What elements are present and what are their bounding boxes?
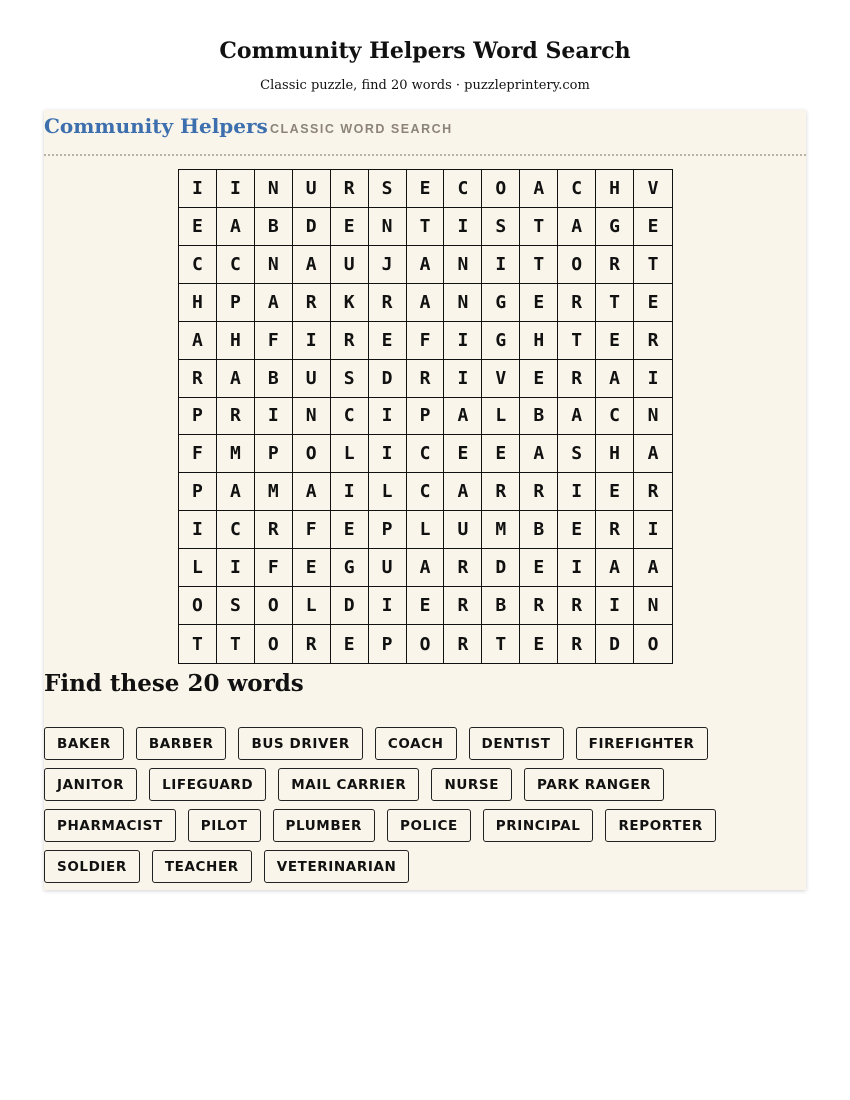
grid-cell[interactable]: O [255,587,293,625]
grid-cell[interactable]: J [369,246,407,284]
grid-cell[interactable]: P [179,398,217,436]
grid-cell[interactable]: U [444,511,482,549]
grid-cell[interactable]: A [179,322,217,360]
grid-cell[interactable]: K [331,284,369,322]
grid-cell[interactable]: B [520,511,558,549]
grid-cell[interactable]: S [369,170,407,208]
grid-cell[interactable]: P [369,625,407,663]
grid-cell[interactable]: A [596,549,634,587]
grid-cell[interactable]: A [520,435,558,473]
grid-cell[interactable]: T [179,625,217,663]
grid-cell[interactable]: O [482,170,520,208]
grid-cell[interactable]: F [255,549,293,587]
grid-cell[interactable]: A [558,398,596,436]
grid-cell[interactable]: A [217,208,255,246]
grid-cell[interactable]: P [407,398,445,436]
grid-cell[interactable]: G [482,322,520,360]
grid-cell[interactable]: R [331,322,369,360]
grid-cell[interactable]: I [369,398,407,436]
word-chip[interactable]: POLICE [387,809,471,842]
grid-cell[interactable]: C [217,511,255,549]
grid-cell[interactable]: N [369,208,407,246]
grid-cell[interactable]: E [331,208,369,246]
grid-cell[interactable]: L [293,587,331,625]
grid-cell[interactable]: I [217,170,255,208]
grid-cell[interactable]: R [293,284,331,322]
grid-cell[interactable]: A [558,208,596,246]
grid-cell[interactable]: E [634,208,672,246]
word-chip[interactable]: NURSE [431,768,512,801]
grid-cell[interactable]: I [634,360,672,398]
grid-cell[interactable]: D [369,360,407,398]
grid-cell[interactable]: E [520,360,558,398]
grid-cell[interactable]: A [596,360,634,398]
grid-cell[interactable]: H [179,284,217,322]
grid-cell[interactable]: O [407,625,445,663]
word-chip[interactable]: LIFEGUARD [149,768,266,801]
grid-cell[interactable]: M [255,473,293,511]
grid-cell[interactable]: E [520,625,558,663]
grid-cell[interactable]: T [217,625,255,663]
grid-cell[interactable]: O [293,435,331,473]
grid-cell[interactable]: A [407,246,445,284]
grid-cell[interactable]: C [217,246,255,284]
word-chip[interactable]: REPORTER [605,809,715,842]
grid-cell[interactable]: A [634,435,672,473]
grid-cell[interactable]: S [482,208,520,246]
grid-cell[interactable]: A [407,284,445,322]
grid-cell[interactable]: S [217,587,255,625]
word-bank-title: Find these 20 words [44,670,304,697]
word-bank [44,727,806,883]
grid-cell[interactable]: C [179,246,217,284]
grid-cell[interactable]: R [293,625,331,663]
grid-cell[interactable]: A [407,549,445,587]
grid-cell[interactable]: R [558,360,596,398]
grid-cell[interactable]: E [596,473,634,511]
grid-cell[interactable]: E [444,435,482,473]
grid-cell[interactable]: C [558,170,596,208]
grid-cell[interactable]: S [331,360,369,398]
grid-cell[interactable]: E [331,625,369,663]
grid-cell[interactable]: I [293,322,331,360]
grid-cell[interactable]: D [331,587,369,625]
grid-cell[interactable]: E [520,549,558,587]
word-chip[interactable]: BAKER [44,727,124,760]
grid-cell[interactable]: H [596,435,634,473]
grid-cell[interactable]: R [444,625,482,663]
word-chip[interactable]: PLUMBER [273,809,376,842]
grid-cell[interactable]: C [331,398,369,436]
grid-cell[interactable]: N [444,246,482,284]
grid-cell[interactable]: C [596,398,634,436]
grid-cell[interactable]: E [520,284,558,322]
grid-cell[interactable]: A [217,473,255,511]
grid-cell[interactable]: T [558,322,596,360]
grid-cell[interactable]: P [179,473,217,511]
grid-cell[interactable]: E [293,549,331,587]
grid-cell[interactable]: B [482,587,520,625]
grid-cell[interactable]: I [179,511,217,549]
grid-cell[interactable]: A [444,398,482,436]
grid-cell[interactable]: N [444,284,482,322]
card-header [44,110,806,156]
grid-cell[interactable]: B [255,360,293,398]
grid-cell[interactable]: D [596,625,634,663]
grid-cell[interactable]: M [217,435,255,473]
grid-cell[interactable]: R [558,284,596,322]
letter-grid [178,169,673,664]
grid-cell[interactable]: R [331,170,369,208]
grid-cell[interactable]: C [407,473,445,511]
grid-cell[interactable]: I [217,549,255,587]
grid-cell[interactable]: R [407,360,445,398]
grid-cell[interactable]: E [331,511,369,549]
grid-cell[interactable]: N [255,246,293,284]
word-chip[interactable]: COACH [375,727,457,760]
puzzle-card [44,110,806,890]
grid-cell[interactable]: T [520,208,558,246]
word-chip[interactable]: SOLDIER [44,850,140,883]
grid-cell[interactable]: I [179,170,217,208]
grid-cell[interactable]: A [520,170,558,208]
grid-cell[interactable]: R [444,587,482,625]
grid-cell[interactable]: I [482,246,520,284]
grid-cell[interactable]: U [293,360,331,398]
word-chip[interactable]: PRINCIPAL [483,809,594,842]
grid-cell[interactable]: L [369,473,407,511]
grid-cell[interactable]: C [444,170,482,208]
grid-cell[interactable]: E [482,435,520,473]
grid-cell[interactable]: F [293,511,331,549]
page-title: Community Helpers Word Search [219,38,631,64]
grid-cell[interactable]: F [255,322,293,360]
word-chip[interactable]: PILOT [188,809,261,842]
word-chip[interactable]: FIREFIGHTER [576,727,708,760]
grid-cell[interactable]: F [179,435,217,473]
grid-cell[interactable]: R [558,587,596,625]
grid-cell[interactable]: R [217,398,255,436]
puzzle-brand-title: Community Helpers [44,114,268,138]
grid-cell[interactable]: P [255,435,293,473]
grid-cell[interactable]: T [634,246,672,284]
grid-cell[interactable]: N [634,587,672,625]
grid-cell[interactable]: G [482,284,520,322]
grid-cell[interactable]: T [407,208,445,246]
grid-cell[interactable]: E [369,322,407,360]
grid-cell[interactable]: H [520,322,558,360]
grid-cell[interactable]: M [482,511,520,549]
grid-cell[interactable]: R [369,284,407,322]
grid-cell[interactable]: I [255,398,293,436]
grid-cell[interactable]: N [293,398,331,436]
grid-cell[interactable]: I [331,473,369,511]
grid-cell[interactable]: R [482,473,520,511]
grid-cell[interactable]: O [558,246,596,284]
grid-cell[interactable]: I [369,435,407,473]
grid-cell[interactable]: S [558,435,596,473]
grid-cell[interactable]: T [520,246,558,284]
grid-cell[interactable]: I [444,322,482,360]
word-chip[interactable]: DENTIST [469,727,564,760]
grid-cell[interactable]: I [634,511,672,549]
grid-cell[interactable]: E [407,587,445,625]
grid-cell[interactable]: R [634,473,672,511]
grid-cell[interactable]: V [482,360,520,398]
grid-cell[interactable]: R [596,511,634,549]
grid-cell[interactable]: I [558,549,596,587]
grid-cell[interactable]: E [558,511,596,549]
grid-cell[interactable]: L [331,435,369,473]
grid-cell[interactable]: E [596,322,634,360]
grid-cell[interactable]: R [634,322,672,360]
grid-cell[interactable]: H [217,322,255,360]
grid-cell[interactable]: H [596,170,634,208]
grid-cell[interactable]: O [179,587,217,625]
grid-cell[interactable]: L [407,511,445,549]
grid-cell[interactable]: T [596,284,634,322]
grid-cell[interactable]: R [520,587,558,625]
grid-cell[interactable]: I [558,473,596,511]
grid-cell[interactable]: I [369,587,407,625]
word-chip[interactable]: JANITOR [44,768,137,801]
grid-cell[interactable]: R [444,549,482,587]
grid-cell[interactable]: B [520,398,558,436]
grid-cell[interactable]: R [520,473,558,511]
word-chip[interactable]: TEACHER [152,850,252,883]
grid-cell[interactable]: P [217,284,255,322]
grid-cell[interactable]: V [634,170,672,208]
grid-cell[interactable]: R [179,360,217,398]
grid-cell[interactable]: A [444,473,482,511]
grid-cell[interactable]: L [482,398,520,436]
grid-cell[interactable]: R [596,246,634,284]
grid-cell[interactable]: R [255,511,293,549]
word-chip[interactable]: VETERINARIAN [264,850,410,883]
puzzle-type-label: CLASSIC WORD SEARCH [270,122,453,136]
grid-cell[interactable]: N [255,170,293,208]
grid-cell[interactable]: D [293,208,331,246]
grid-cell[interactable]: B [255,208,293,246]
word-chip[interactable]: BARBER [136,727,227,760]
grid-cell[interactable]: G [596,208,634,246]
grid-cell[interactable]: E [179,208,217,246]
grid-cell[interactable]: I [596,587,634,625]
grid-cell[interactable]: A [217,360,255,398]
grid-cell[interactable]: N [634,398,672,436]
grid-cell[interactable]: T [482,625,520,663]
grid-cell[interactable]: I [444,208,482,246]
grid-cell[interactable]: G [331,549,369,587]
grid-cell[interactable]: L [179,549,217,587]
word-chip[interactable]: BUS DRIVER [238,727,362,760]
grid-cell[interactable]: U [331,246,369,284]
word-chip[interactable]: MAIL CARRIER [278,768,419,801]
grid-cell[interactable]: D [482,549,520,587]
page-subtitle: Classic puzzle, find 20 words · puzzleprintery.com [260,78,590,93]
grid-cell[interactable]: A [255,284,293,322]
grid-cell[interactable]: P [369,511,407,549]
grid-cell[interactable]: A [634,549,672,587]
grid-cell[interactable]: O [647,633,659,655]
grid-cell[interactable]: U [369,549,407,587]
grid-cell[interactable]: I [444,360,482,398]
grid-cell[interactable]: A [293,473,331,511]
grid-cell[interactable]: R [558,625,596,663]
grid-cell[interactable]: O [255,625,293,663]
grid-cell[interactable]: E [634,284,672,322]
word-chip[interactable]: PHARMACIST [44,809,176,842]
grid-cell[interactable]: F [407,322,445,360]
grid-cell[interactable]: U [293,170,331,208]
grid-cell[interactable]: E [407,170,445,208]
grid-cell[interactable]: C [407,435,445,473]
word-chip[interactable]: PARK RANGER [524,768,664,801]
grid-cell[interactable]: A [293,246,331,284]
